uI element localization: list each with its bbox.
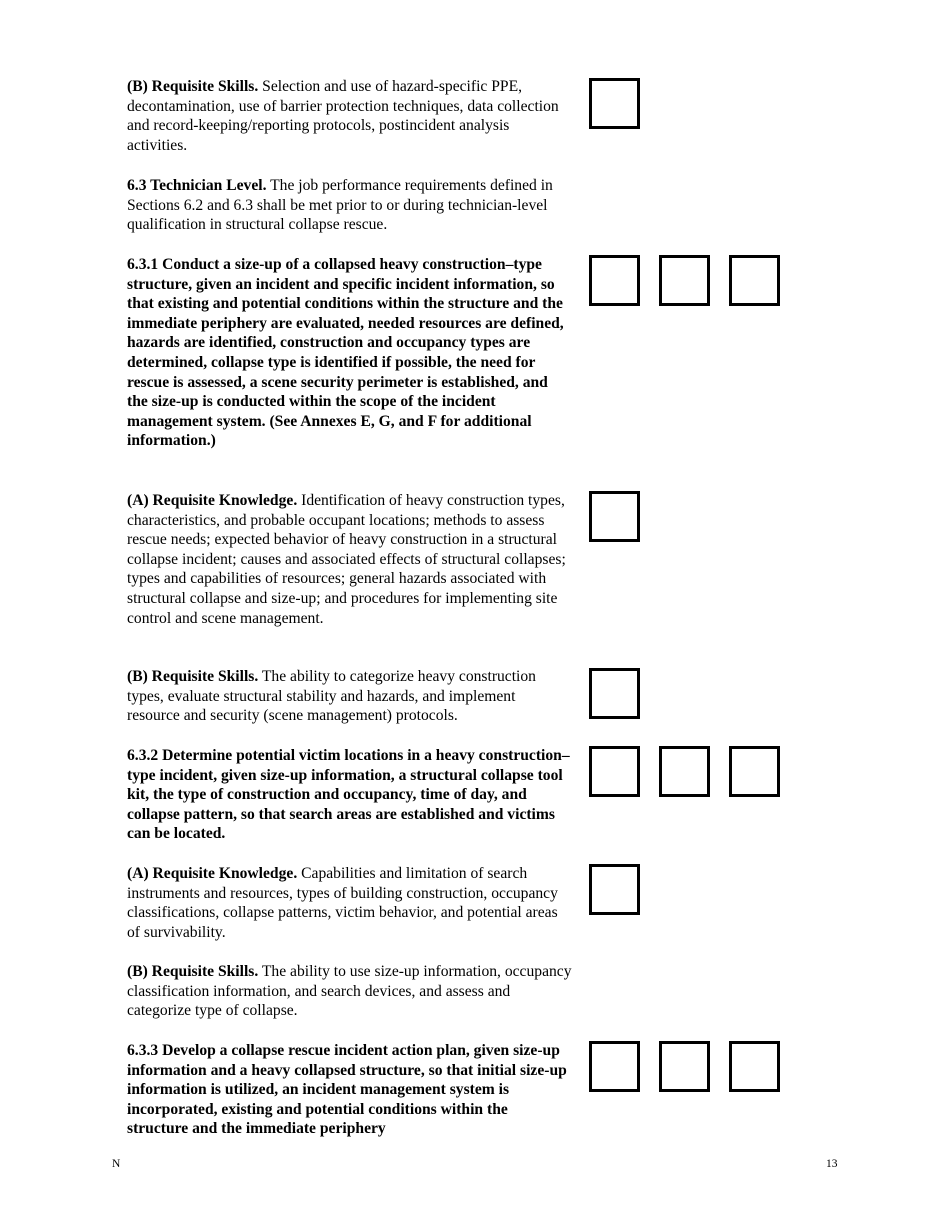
jpr-6-3-2: 6.3.2 Determine potential victim locations in a heavy construction–type incident, given size-up information, a structural collapse tool kit, the type of construction and occupancy, time of day, and collapse pattern, so that search areas are established and victims can be located. [127,747,570,843]
checkbox-skills-b-ppe[interactable] [589,78,640,129]
checkbox-6-3-2-third[interactable] [729,746,780,797]
skills-b-6-3-1: (B) Requisite Skills. The ability to categorize heavy construction types, evaluate structural stability and hazards, and implement resource and security (scene management) protocols. [127,668,536,725]
checkbox-6-3-1-second[interactable] [659,255,710,306]
checkbox-6-3-1-third[interactable] [729,255,780,306]
skills-b-ppe: (B) Requisite Skills. Selection and use of hazard-specific PPE, decontamination, use of barrier protection techniques, data collection and record-keeping/reporting protocols, postincident analysis activities. [127,78,559,154]
footer-left-mark: N [112,1158,121,1170]
checkbox-6-3-2-second[interactable] [659,746,710,797]
page-number: 13 [826,1158,838,1170]
jpr-6-3-3: 6.3.3 Develop a collapse rescue incident action plan, given size-up information and a heavy collapsed structure, so that initial size-up information is utilized, an incident management system is incorporated, existing and potential conditions within the structure and the immediate periphery [127,1042,567,1138]
checkbox-knowledge-a-6-3-2[interactable] [589,864,640,915]
knowledge-a-6-3-1: (A) Requisite Knowledge. Identification of heavy construction types, characteristics, and probable occupant locations; methods to assess rescue needs; expected behavior of heavy construction in a structural collapse incident; causes and associated effects of structural collapses; types and capabilities of resources; general hazards associated with structural collapse and size-up; and procedures for implementing site control and scene management. [127,492,566,627]
checkbox-6-3-3-third[interactable] [729,1041,780,1092]
checkbox-6-3-3-first[interactable] [589,1041,640,1092]
checkbox-6-3-1-first[interactable] [589,255,640,306]
jpr-6-3-1: 6.3.1 Conduct a size-up of a collapsed heavy construction–type structure, given an incident and specific incident information, so that existing and potential conditions within the structure and the immediate periphery are evaluated, needed resources are defined, hazards are identified, construction and occupancy types are determined, collapse type is identified if possible, the need for rescue is assessed, a scene security perimeter is established, and the size-up is conducted within the scope of the incident management system. (See Annexes E, G, and F for additional information.) [127,256,564,450]
skills-b-6-3-2: (B) Requisite Skills. The ability to use size-up information, occupancy classification information, and search devices, and assess and categorize type of collapse. [127,963,572,1020]
checkbox-knowledge-a-6-3-1[interactable] [589,491,640,542]
checkbox-6-3-3-second[interactable] [659,1041,710,1092]
knowledge-a-6-3-2: (A) Requisite Knowledge. Capabilities and limitation of search instruments and resources, types of building construction, occupancy classifications, collapse patterns, victim behavior, and potential areas of survivability. [127,865,558,941]
section-6-3-technician-level: 6.3 Technician Level. The job performance requirements defined in Sections 6.2 and 6.3 shall be met prior to or during technician-level qualification in structural collapse rescue. [127,177,553,234]
checkbox-skills-b-6-3-1[interactable] [589,668,640,719]
checkbox-6-3-2-first[interactable] [589,746,640,797]
